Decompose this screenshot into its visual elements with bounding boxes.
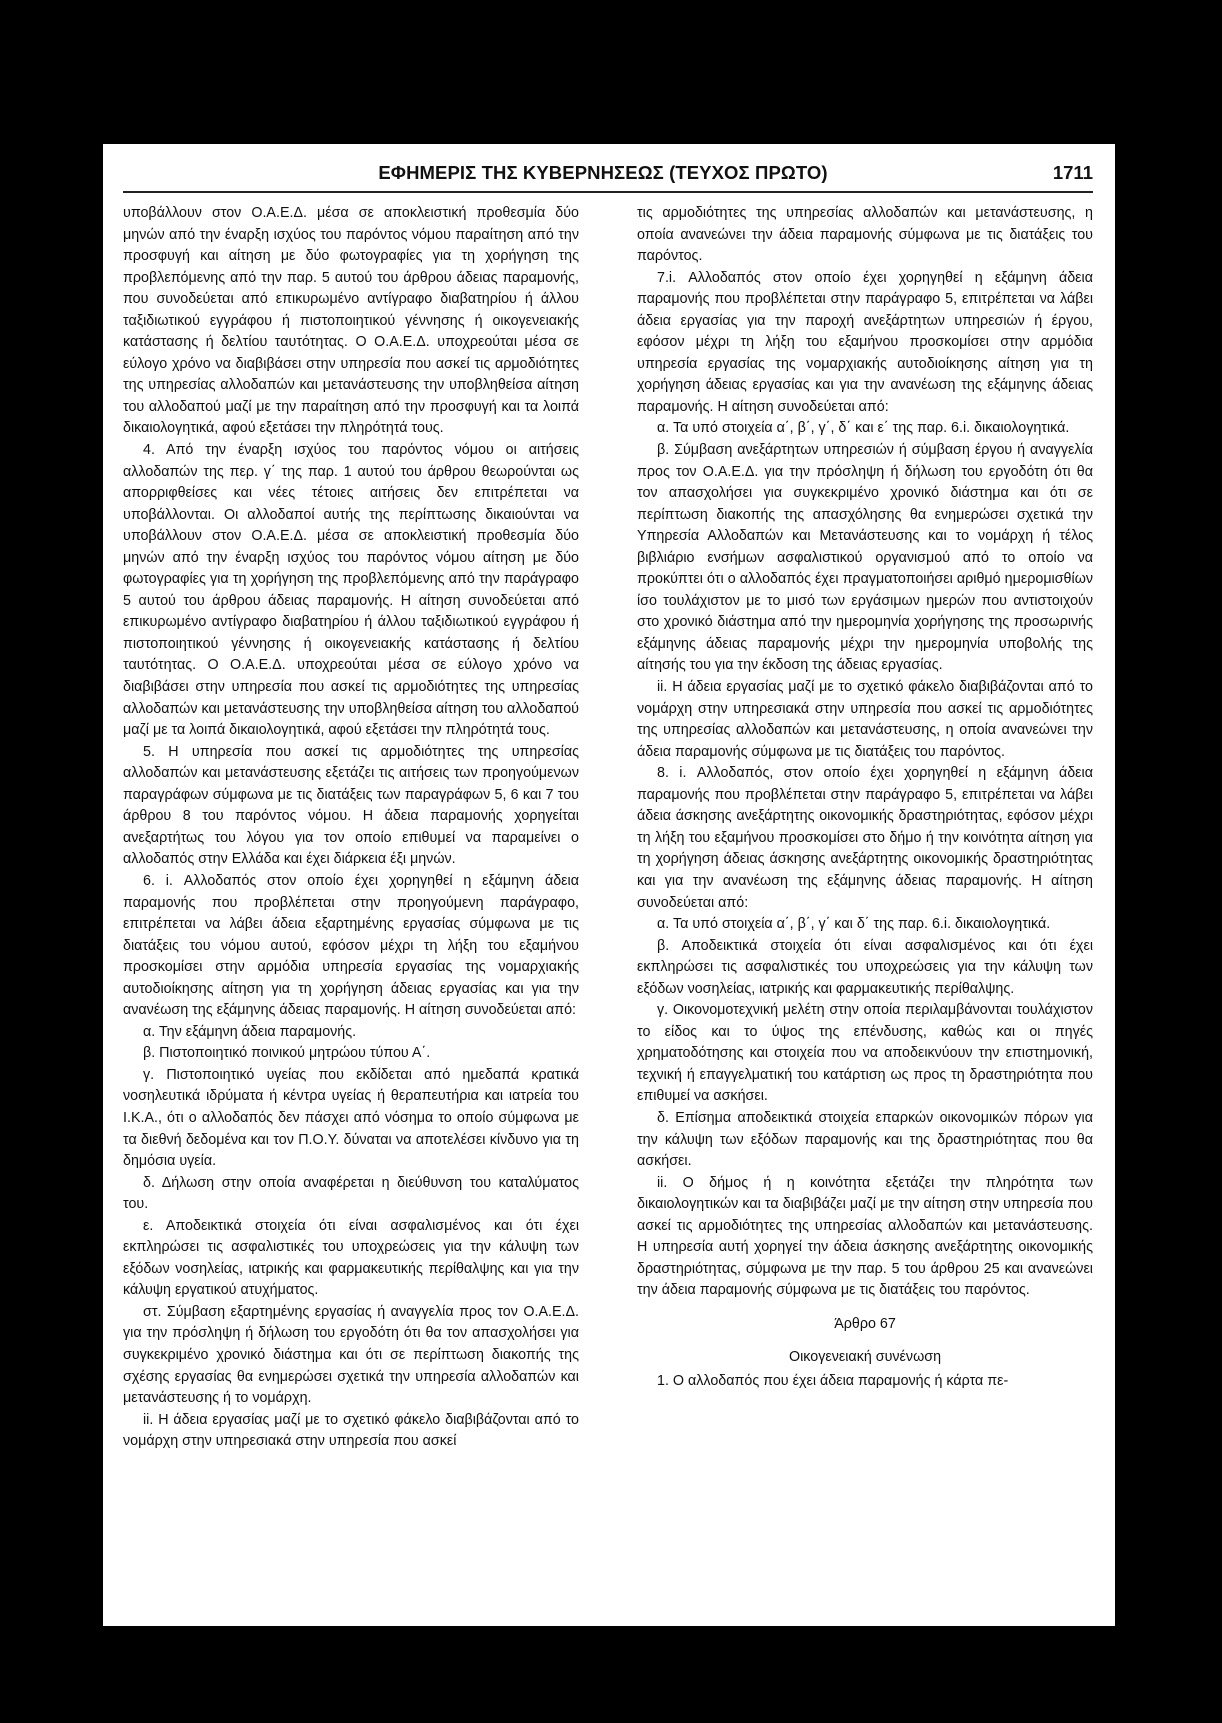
paragraph: υποβάλλουν στον Ο.Α.Ε.Δ. μέσα σε αποκλειστική προθεσμία δύο μηνών από την έναρξη ισχύος του παρόντος νόμου παραίτηση από την προσφυγή και αίτηση με δύο φωτογραφίες για τη χορήγηση της προβλεπόμενης από την παρ. 5 αυτού του άρθρου άδειας παραμονής, που συνοδεύεται από επικυρωμένο αντίγραφο διαβατηρίου ή άλλου ταξιδιωτικού εγγράφου ή πιστοποιητικού γέννησης ή οικογενειακής κατάστασης ή δελτίου ταυτότητας. Ο Ο.Α.Ε.Δ. υποχρεούται μέσα σε εύλογο χρόνο να διαβιβάσει στην υπηρεσία που ασκεί τις αρμοδιότητες της υπηρεσίας αλλοδαπών και μετανάστευσης την υποβληθείσα αίτηση του αλλοδαπού μαζί με την παραίτηση από την προσφυγή και τα λοιπά δικαιολογητικά, αφού εξετάσει την πληρότητά τους. (123, 205, 579, 437)
list-item: β. Αποδεικτικά στοιχεία ότι είναι ασφαλισμένος και ότι έχει εκπληρώσει τις ασφαλιστικές του υποχρεώσεις για την κάλυψη των εξόδων νοσηλείας, ιατρικής και φαρμακευτικής περίθαλψης. (637, 937, 1093, 997)
paragraph: 8. i. Αλλοδαπός, στον οποίο έχει χορηγηθεί η εξάμηνη άδεια παραμονής που προβλέπεται στην παράγραφο 5, επιτρέπεται να λάβει άδεια άσκησης ανεξάρτητης οικονομικής δραστηριότητας, εφόσον μέχρι τη λήξη του εξαμήνου προσκομίσει στο δήμο ή την κοινότητα αίτηση για τη χορήγηση άδειας άσκησης ανεξάρτητης οικονομικής δραστηριότητας και για την ανανέωση της εξάμηνης άδειας παραμονής. Η αίτηση συνοδεύεται από: (637, 765, 1093, 911)
page-number: 1711 (1052, 162, 1093, 183)
list-item: γ. Πιστοποιητικό υγείας που εκδίδεται από ημεδαπά κρατικά νοσηλευτικά ιδρύματα ή κέντρα υγείας ή θεραπευτήρια και ιατρεία του Ι.Κ.Α., ότι ο αλλοδαπός δεν πάσχει από νόσημα το οποίο σύμφωνα με τα διεθνή δεδομένα και τον Π.Ο.Υ. δύναται να αποτελέσει κίνδυνο για τη δημόσια υγεία. (123, 1066, 579, 1170)
paragraph: τις αρμοδιότητες της υπηρεσίας αλλοδαπών και μετανάστευσης, η οποία ανανεώνει την άδεια παραμονής σύμφωνα με τις διατάξεις του παρόντος. (637, 205, 1093, 265)
list-item: α. Την εξάμηνη άδεια παραμονής. (143, 1023, 357, 1040)
list-item: ε. Αποδεικτικά στοιχεία ότι είναι ασφαλισμένος και ότι έχει εκπληρώσει τις ασφαλιστικές του υποχρεώσεις για την κάλυψη των εξόδων νοσηλείας, ιατρικής και φαρμακευτικής περίθαλψης και για την κάλυψη εργατικού ατυχήματος. (123, 1217, 579, 1299)
left-column (123, 203, 579, 1453)
list-item: στ. Σύμβαση εξαρτημένης εργασίας ή αναγγελία προς τον Ο.Α.Ε.Δ. για την πρόσληψη ή δήλωση του εργοδότη ότι θα τον απασχολήσει για συγκεκριμένο χρονικό διάστημα και ότι σε περίπτωση διακοπής της σχέσης εργασίας θα ενημερώσει σχετικά την υπηρεσία αλλοδαπών και μετανάστευσης ή το νομάρχη. (123, 1303, 579, 1407)
paragraph: 5. Η υπηρεσία που ασκεί τις αρμοδιότητες της υπηρεσίας αλλοδαπών και μετανάστευσης εξετάζει τις αιτήσεις των προηγούμενων παραγράφων σύμφωνα με τις διατάξεις των παραγράφων 5, 6 και 7 του άρθρου 8 του παρόντος νόμου. Η άδεια παραμονής χορηγείται ανεξαρτήτως του λόγου για τον οποίο επιθυμεί να παραμείνει ο αλλοδαπός στην Ελλάδα και έχει διάρκεια έξι μηνών. (123, 743, 579, 868)
list-item: α. Τα υπό στοιχεία α΄, β΄, γ΄, δ΄ και ε΄ της παρ. 6.i. δικαιολογητικά. (657, 420, 1070, 437)
list-item: γ. Οικονομοτεχνική μελέτη στην οποία περιλαμβάνονται τουλάχιστον το είδος και το ύψος της επένδυσης, καθώς και οι πηγές χρηματοδότησης και στοιχεία που να αποδεικνύουν την επιστημονική, τεχνική ή επαγγελματική του κατάρτιση ως προς τη δραστηριότητα που επιθυμεί να ασκήσει. (637, 1002, 1093, 1105)
right-column (637, 203, 1093, 1393)
paragraph: ii. Η άδεια εργασίας μαζί με το σχετικό φάκελο διαβιβάζονται από το νομάρχη στην υπηρεσιακά στην υπηρεσία που ασκεί τις αρμοδιότητες της υπηρεσίας αλλοδαπών και μετανάστευσης, η οποία ανανεώνει την άδεια παραμονής σύμφωνα με τις διατάξεις του παρόντος. (637, 679, 1093, 760)
list-item: δ. Δήλωση στην οποία αναφέρεται η διεύθυνση του καταλύματος του. (123, 1174, 579, 1213)
gazette-page (103, 144, 1115, 1626)
list-item: β. Πιστοποιητικό ποινικού μητρώου τύπου Α΄. (143, 1045, 431, 1062)
paragraph: ii. Ο δήμος ή η κοινότητα εξετάζει την πληρότητα των δικαιολογητικών και τα διαβιβάζει μαζί με την αίτηση στην υπηρεσία που ασκεί τις αρμοδιότητες της υπηρεσίας αλλοδαπών και μετανάστευσης. Η υπηρεσία αυτή χορηγεί την άδεια άσκησης ανεξάρτητης οικονομικής δραστηριότητας, σύμφωνα με την παρ. 5 του άρθρου 25 και ανανεώνει την άδεια παραμονής σύμφωνα με τις διατάξεις του παρόντος. (637, 1174, 1093, 1299)
list-item: α. Τα υπό στοιχεία α΄, β΄, γ΄ και δ΄ της παρ. 6.i. δικαιολογητικά. (657, 916, 1051, 933)
gazette-title: ΕΦΗΜΕΡΙΣ ΤΗΣ ΚΥΒΕΡΝΗΣΕΩΣ (ΤΕΥΧΟΣ ΠΡΩΤΟ) (378, 162, 828, 183)
paragraph: 4. Από την έναρξη ισχύος του παρόντος νόμου οι αιτήσεις αλλοδαπών της περ. γ΄ της παρ. 1 αυτού του άρθρου θεωρούνται ως απορριφθείσες και νέες τέτοιες αιτήσεις δεν επιτρέπεται να υποβάλλονται. Οι αλλοδαποί αυτής της περίπτωσης δικαιούνται να υποβάλλουν στον Ο.Α.Ε.Δ. μέσα σε αποκλειστική προθεσμία δύο μηνών από την έναρξη ισχύος του παρόντος νόμου αίτηση με δύο φωτογραφίες για τη χορήγηση της προβλεπόμενης από την παράγραφο 5 αυτού του άρθρου άδειας παραμονής. Η αίτηση συνοδεύεται από επικυρωμένο αντίγραφο διαβατηρίου ή άλλου ταξιδιωτικού εγγράφου ή πιστοποιητικού γέννησης ή οικογενειακής κατάστασης ή δελτίου ταυτότητας. Ο Ο.Α.Ε.Δ. υποχρεούται μέσα σε εύλογο χρόνο να διαβιβάσει στην υπηρεσία που ασκεί τις αρμοδιότητες της υπηρεσίας αλλοδαπών και μετανάστευσης την υποβληθείσα αίτηση του αλλοδαπού μαζί με τα λοιπά δικαιολογητικά, αφού εξετάσει την πληρότητά τους. (123, 442, 579, 739)
article-heading: Άρθρο 67 (834, 1315, 896, 1332)
paragraph: 1. Ο αλλοδαπός που έχει άδεια παραμονής ή κάρτα πε- (657, 1372, 1009, 1389)
page-header (123, 162, 1093, 190)
paragraph: 7.i. Αλλοδαπός στον οποίο έχει χορηγηθεί η εξάμηνη άδεια παραμονής που προβλέπεται στην παράγραφο 5, επιτρέπεται να λάβει άδεια εργασίας για την παροχή ανεξάρτητων υπηρεσιών ή έργου, εφόσον μέχρι τη λήξη του εξαμήνου προσκομίσει στην αρμόδια υπηρεσία εργασίας της νομαρχιακής αυτοδιοίκησης αίτηση για τη χορήγηση άδειας εργασίας και για την ανανέωση της εξάμηνης άδειας παραμονής. Η αίτηση συνοδεύεται από: (637, 269, 1093, 415)
article-title: Οικογενειακή συνένωση (788, 1349, 942, 1366)
list-item: δ. Επίσημα αποδεικτικά στοιχεία επαρκών οικονομικών πόρων για την κάλυψη των εξόδων παραμονής και της δραστηριότητας που θα ασκήσει. (637, 1109, 1093, 1170)
paragraph: ii. Η άδεια εργασίας μαζί με το σχετικό φάκελο διαβιβάζονται από το νομάρχη στην υπηρεσιακά στην υπηρεσία που ασκεί (123, 1411, 579, 1450)
list-item: β. Σύμβαση ανεξάρτητων υπηρεσιών ή σύμβαση έργου ή αναγγελία προς τον Ο.Α.Ε.Δ. για την πρόσληψη ή δήλωση του εργοδότη ότι θα τον απασχολήσει για συγκεκριμένο χρονικό διάστημα και ότι σε περίπτωση διακοπής της απασχόλησης θα ενημερώσει σχετικά την Υπηρεσία Αλλοδαπών και Μετανάστευσης και το νομάρχη ή τέλος βιβλιάριο ενσήμων ασφαλιστικού οργανισμού από το οποίο να προκύπτει ότι ο αλλοδαπός έχει πραγματοποιήσει αριθμό ημερομισθίων ίσο τουλάχιστον με το μισό των εργάσιμων ημερών που αντιστοιχούν στο χρονικό διάστημα από την ημερομηνία χορήγησης της προσωρινής εξάμηνης άδειας παραμονής μέχρι την ημερομηνία υποβολής της αίτησής του για την έκδοση της άδειας εργασίας. (637, 442, 1093, 674)
header-divider (123, 191, 1093, 193)
paragraph: 6. i. Αλλοδαπός στον οποίο έχει χορηγηθεί η εξάμηνη άδεια παραμονής που προβλέπεται στην προηγούμενη παράγραφο, επιτρέπεται να λάβει άδεια εξαρτημένης εργασίας σύμφωνα με τις διατάξεις του νόμου αυτού, εφόσον μέχρι τη λήξη του εξαμήνου προσκομίσει στην αρμόδια υπηρεσία εργασίας της νομαρχιακής αυτοδιοίκησης αίτηση για τη χορήγηση άδειας εργασίας και για την ανανέωση της εξάμηνης άδειας παραμονής. Η αίτηση συνοδεύεται από: (123, 872, 579, 1019)
